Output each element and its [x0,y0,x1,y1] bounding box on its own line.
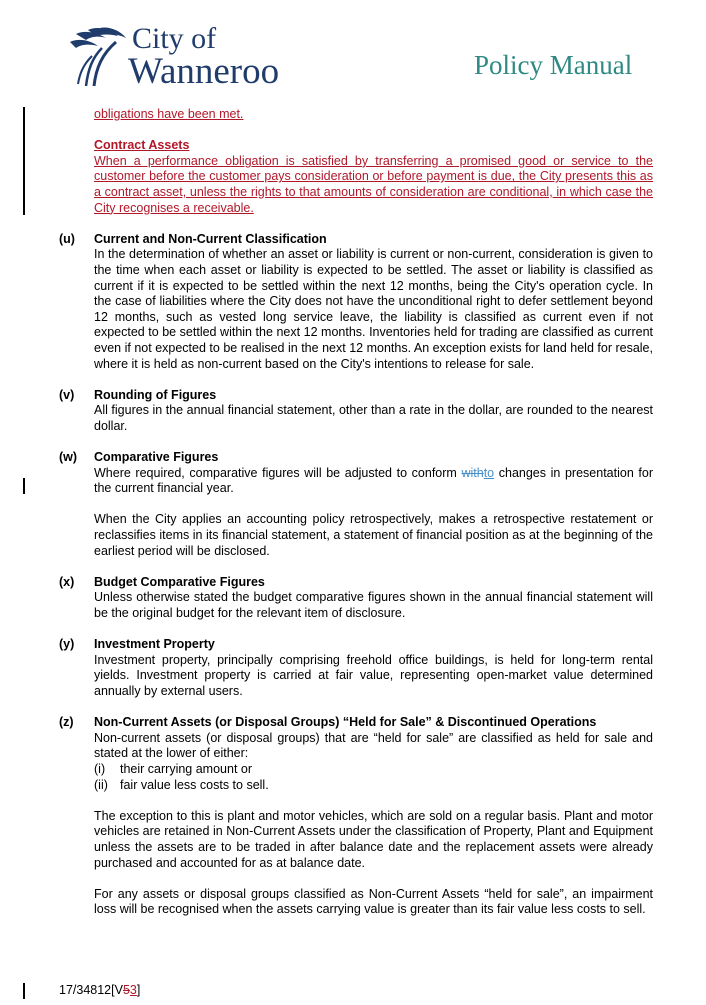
list-item [94,762,653,778]
document-body [59,107,653,918]
section-label: (w) [59,450,78,465]
list-item [94,778,653,794]
list-number: (ii) [94,777,108,792]
section-text: Unless otherwise stated the budget comparative figures shown in the annual financial statement will be the original budget for the relevant item of disclosure. [94,590,653,620]
inserted-text: to [483,465,495,480]
section-label: (z) [59,715,74,730]
section-x [59,575,653,622]
logo-wanneroo-text: Wanneroo [128,51,280,92]
footer-text: 17/34812[V [59,983,123,997]
section-text: For any assets or disposal groups classified as Non-Current Assets “held for sale”, an impairment loss will be recognised when the assets carrying value is greater than its fair value less costs to sell. [94,886,653,917]
section-text: The exception to this is plant and motor vehicles, which are sold on a regular basis. Plant and motor vehicles are retained in Non-Current Assets under the classification of Property, Plant and Equipment unless the assets are to be traded in after balance date and the replacement assets were already purchased and accounted for as at balance date. [94,808,653,870]
list-text: their carrying amount or [120,761,253,776]
section-v [59,388,653,435]
section-heading: Budget Comparative Figures [94,574,265,589]
text-run: changes in presentation for the current financial year. [94,465,653,496]
section-heading: Rounding of Figures [94,387,217,402]
inserted-text: obligations have been met. [94,107,244,121]
list-number: (i) [94,761,106,776]
section-text: In the determination of whether an asset or liability is current or non-current, consideration is given to the time when each asset or liability is expected to be settled. The asset or liability is classified as current if it is expected to be settled within the next 12 months, being the City's operation cycle. In the case of liabilities where the City does not have the unconditional right to defer settlement beyond 12 months, such as vested long service leave, the liability is classified as current even if not expected to be settled within the next 12 months. Inventories held for trading are classified as current even if not expected to be realised in the next 12 months. An exception exists for land held for resale, where it is held as non-current based on the City's intentions to release for sale. [94,247,653,371]
text-run: Where required, comparative figures will be adjusted to conform [94,465,462,480]
section-text: Investment property, principally comprising freehold office buildings, is held for long-term rental yields. Investment property is carried at fair value, representing open-market value determined annually by external users. [94,652,653,698]
contract-assets-block [59,138,653,216]
section-z [59,715,653,918]
section-text: When the City applies an accounting policy retrospectively, makes a retrospective restatement or reclassifies items in its financial statement, a statement of financial position as at the beginning of the earliest period will be disclosed. [94,512,653,558]
document-reference-footer [59,983,140,997]
section-text: All figures in the annual financial statement, other than a rate in the dollar, are rounded to the nearest dollar. [94,403,653,433]
section-y [59,637,653,699]
section-heading: Non-Current Assets (or Disposal Groups) “Held for Sale” & Discontinued Operations [94,715,597,730]
section-heading: Investment Property [94,637,215,652]
deleted-text: 5 [122,983,130,997]
section-w [59,450,653,559]
contract-assets-text: When a performance obligation is satisfied by transferring a promised good or service to the customer before the customer pays consideration or before payment is due, the City presents this as a contract asset, unless the rights to that amounts of consideration are conditional, in which case the City recognises a receivable. [94,153,653,215]
footer-text: ] [136,983,141,997]
logo-city-of-text: City of [132,22,217,55]
section-u [59,232,653,372]
section-text [94,466,653,497]
section-text: Non-current assets (or disposal groups) that are “held for sale” are classified as held for sale and stated at the lower of either: [94,730,653,761]
list-text: fair value less costs to sell. [120,777,269,792]
section-label: (x) [59,574,75,589]
deleted-text: with [461,465,484,480]
policy-manual-title: Policy Manual [474,50,633,80]
contract-assets-heading: Contract Assets [94,138,190,153]
section-heading: Comparative Figures [94,450,219,465]
change-bar [23,983,25,999]
change-bar [23,478,25,494]
section-label: (y) [59,637,75,652]
continued-text [59,107,653,123]
section-heading: Current and Non-Current Classification [94,231,327,246]
change-bar [23,107,25,215]
section-label: (v) [59,387,75,402]
section-label: (u) [59,231,75,246]
inserted-text: 3 [129,983,137,997]
